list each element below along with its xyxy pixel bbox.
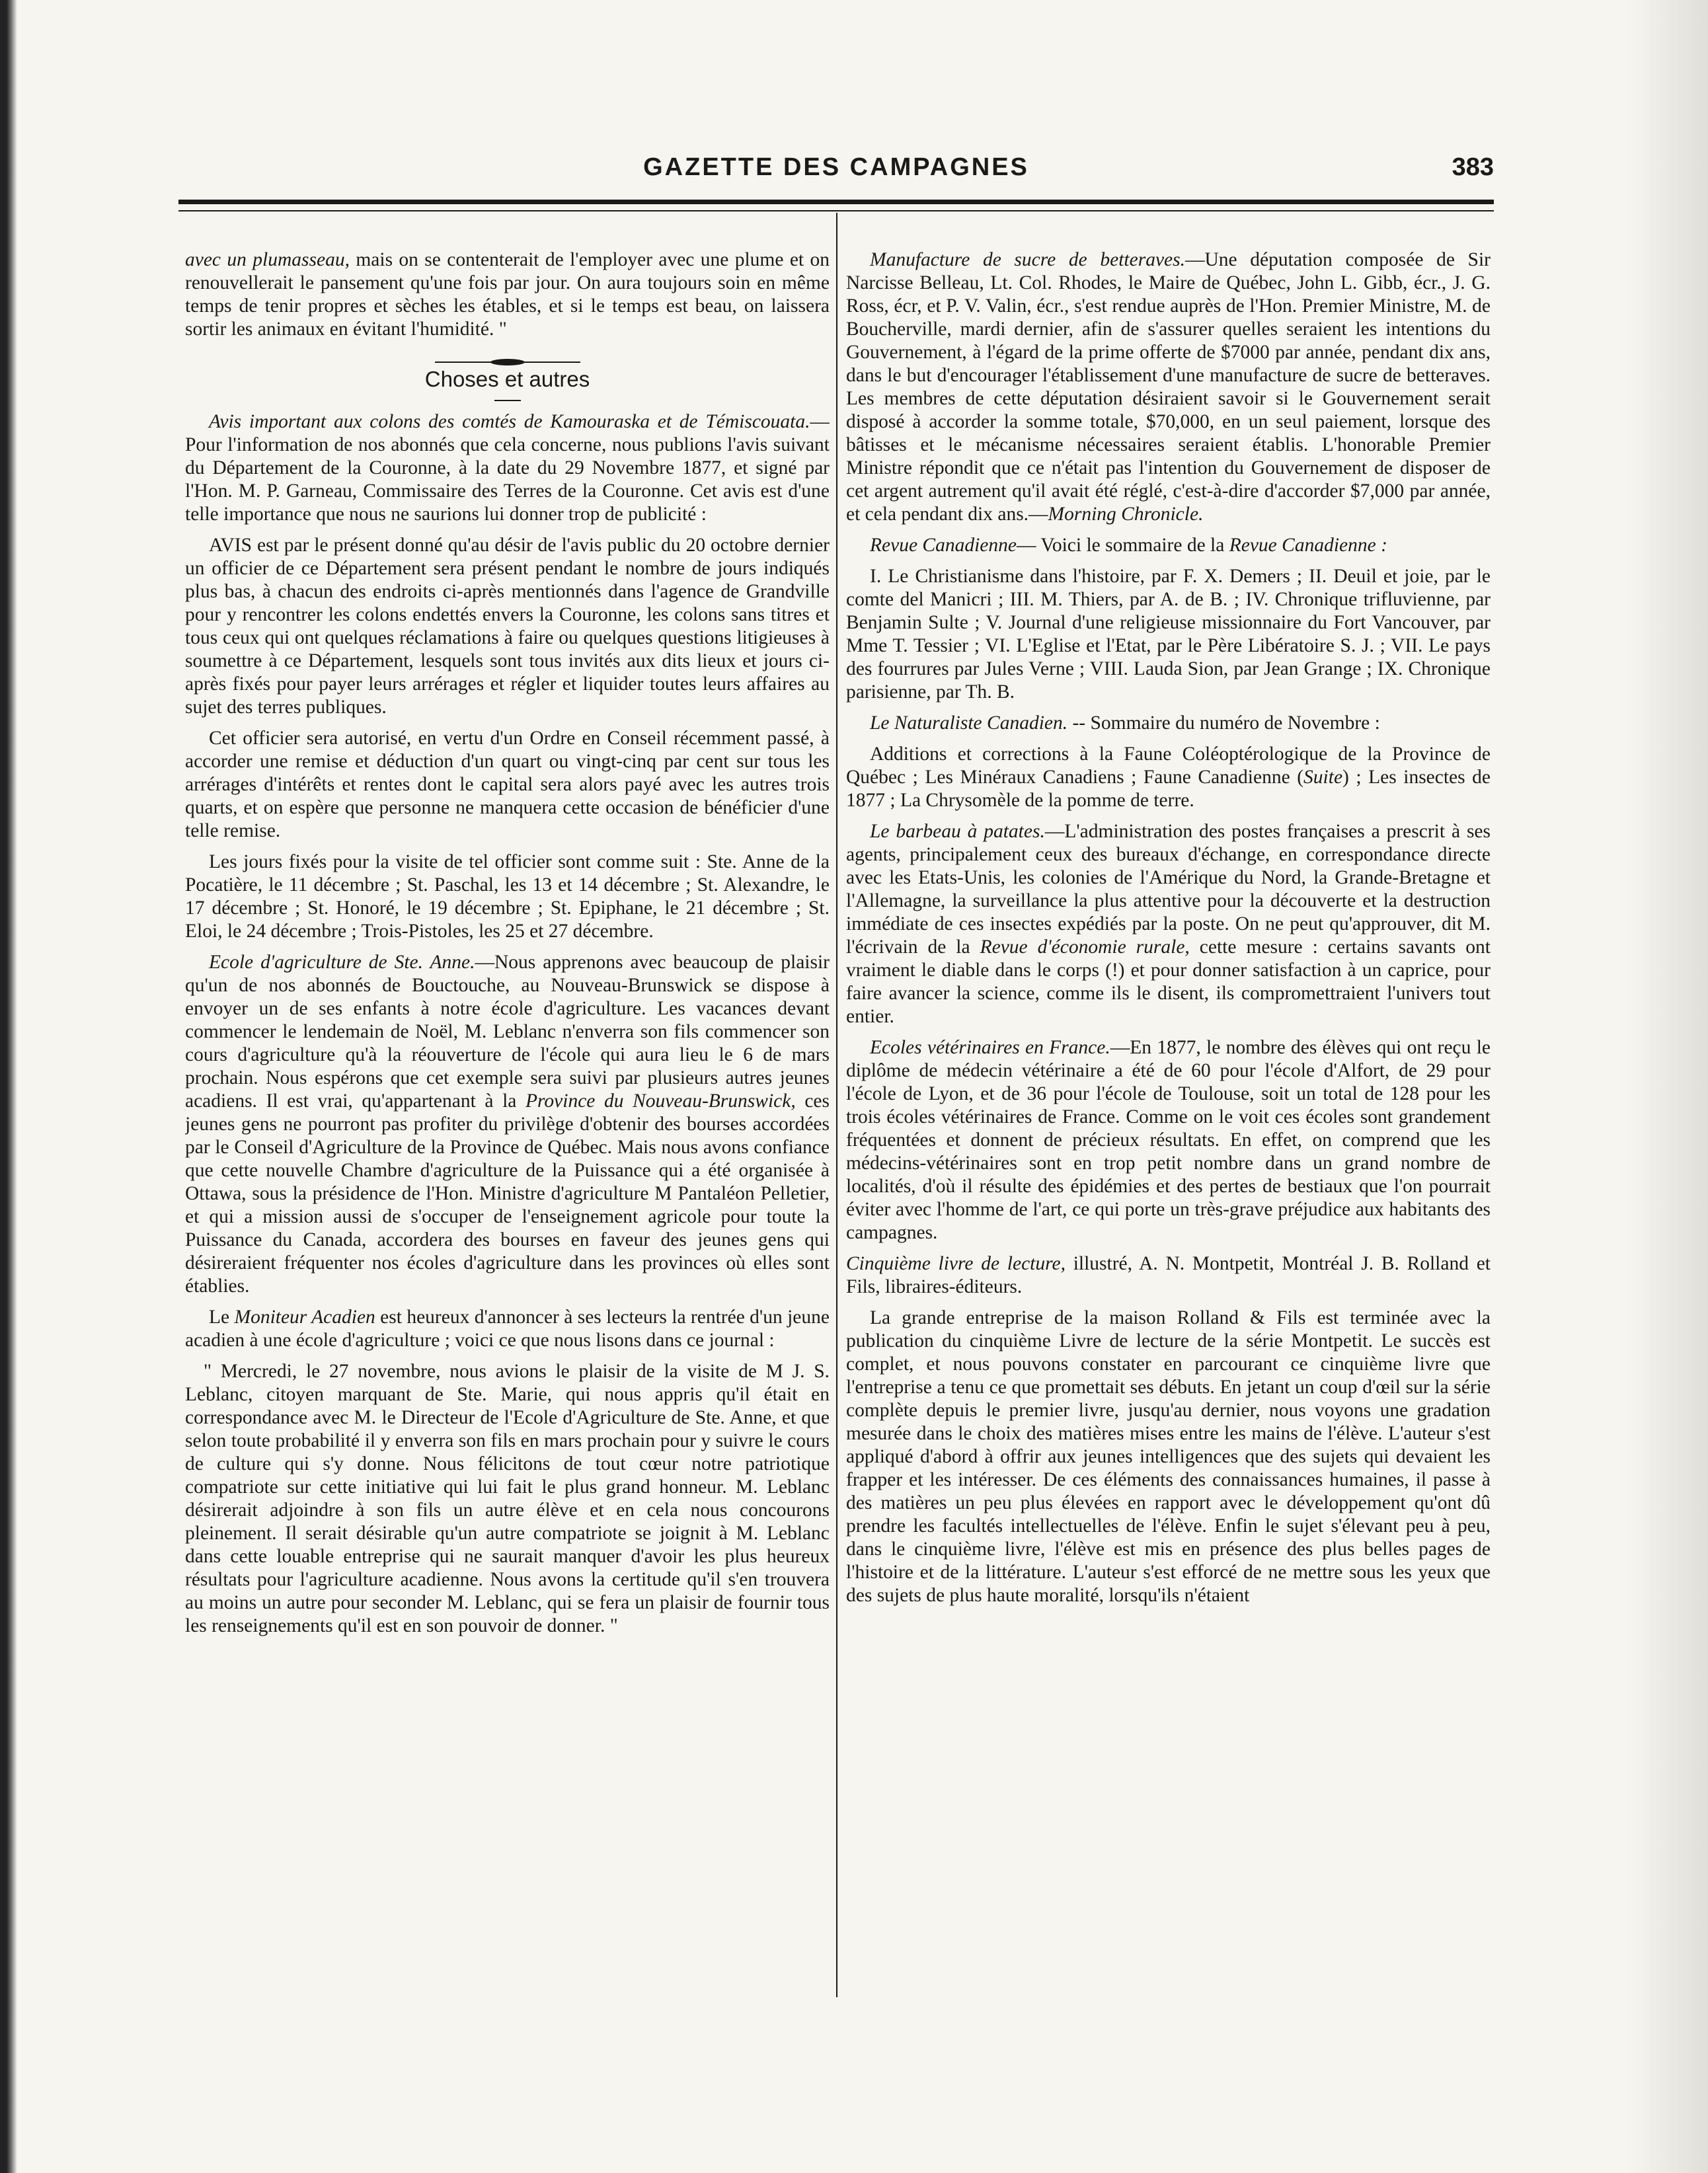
naturaliste-intro (846, 712, 1491, 735)
naturaliste-body-text-2: ) ; Les insectes de 1877 ; La Chrysomèle de la pomme de terre. (846, 767, 1491, 811)
naturaliste-body-text: Additions et corrections à la Faune Coléoptérologique de la Province de Québec ; Les Minéraux Canadiens ; Faune Canadienne ( (846, 743, 1491, 788)
moniteur-text: est heureux d'annoncer à ses lecteurs la rentrée d'un jeune acadien à une école d'agriculture ; voici ce que nous lisons dans ce journal : (185, 1307, 830, 1351)
ecole-text: —Nous apprenons avec beaucoup de plaisir qu'un de nos abonnés de Bouctouche, au Nouveau-Brunswick se dispose à envoyer un de ses enfants à notre école d'agriculture. Les vacances devant commencer le lendemain de Noël, M. Leblanc n'enverra son fils commencer son cours d'agriculture qu'à la réouverture de l'école qui aura lieu le 6 de mars prochain. Nous espérons que cet exemple sera suivi par plusieurs autres jeunes acadiens. Il est vrai, qu'appartenant à la (185, 952, 830, 1112)
ecole-text-2: ces jeunes gens ne pourront pas profiter du privilège d'obtenir des bourses accordées par le Conseil d'Agriculture de la Province de Québec. Mais nous avons confiance que cette nouvelle Chambre d'agriculture de la Puissance qui a été organisée à Ottawa, sous la présidence de l'Hon. Ministre d'agriculture M Pantaléon Pelletier, et qui a mission aussi de s'occuper de l'enseignement agricole pour toute la Puissance du Canada, accordera des bourses en faveur des jeunes gens qui désireraient fréquenter nos écoles d'agriculture dans les provinces où elles sont établies. (185, 1090, 830, 1297)
veterinaires-title: Ecoles vétérinaires en France. (870, 1037, 1110, 1058)
ecole-title: Ecole d'agriculture de Ste. Anne. (209, 952, 475, 973)
avis-title: Avis important aux colons des comtés de Kamouraska et de Témiscouata. (209, 411, 810, 432)
ecole-italic-province: Province du Nouveau-Brunswick, (525, 1090, 796, 1112)
naturaliste-sommaire (846, 743, 1491, 812)
veterinaires-article (846, 1036, 1491, 1244)
moniteur-article (185, 1306, 830, 1352)
header-rule-thin (178, 210, 1494, 211)
avis-intro (185, 410, 830, 526)
revue-intro (846, 534, 1491, 557)
veterinaires-text: —En 1877, le nombre des élèves qui ont reçu le diplôme de médecin vétérinaire a été de 60 pour l'école d'Alfort, de 29 pour l'école de Lyon, et de 36 pour l'école de Toulouse, soit un total de 128 pour les trois écoles vétérinaires de France. Comme on le voit ces écoles sont grandement fréquentées et donnent de précieux résultats. En effet, on comprend que les médecins-vétérinaires sont en trop petit nombre dans un grand nombre de localités, d'où il résulte des épidémies et des pertes de bestiaux que l'on pourrait éviter avec l'homme de l'art, ce qui porte un très-grave préjudice aux habitants des campagnes. (846, 1037, 1491, 1243)
barbeau-title: Le barbeau à patates. (870, 821, 1045, 842)
cinquieme-title: Cinquième livre de lecture, (846, 1253, 1066, 1274)
avis-intro-text: —Pour l'information de nos abonnés que cela concerne, nous publions l'avis suivant du Département de la Couronne, à la date du 29 Novembre 1877, et signé par l'Hon. M. P. Garneau, Commissaire des Terres de la Couronne. Cet avis est d'une telle importance que nous ne saurions lui donner trop de publicité : (185, 411, 830, 525)
intro-paragraph (185, 248, 830, 341)
column-divider (836, 213, 837, 1997)
header-rule-thick (178, 200, 1494, 204)
revue-sommaire: I. Le Christianisme dans l'histoire, par F. X. Demers ; II. Deuil et joie, par le comte del Manicri ; III. M. Thiers, par A. de B. ; IV. Chronique trifluvienne, par Benjamin Sulte ; V. Journal d'une religieuse missionnaire du Fort Vancouver, par Mme T. Tessier ; VI. L'Eglise et l'Etat, par le Père Libératoire S. J. ; VII. Le pays des fourrures par Jules Verne ; VIII. Lauda Sion, par Jean Grange ; IX. Chronique parisienne, par Th. B. (846, 566, 1491, 703)
naturaliste-title: Le Naturaliste Canadien. (870, 712, 1068, 734)
barbeau-text: —L'administration des postes françaises a prescrit à ses agents, principalement ceux des bureaux d'échange, en correspondance directe avec les Etats-Unis, les colonies de l'Amérique du Nord, la Grande-Bretagne et l'Allemagne, la surveillance la plus attentive pour la découverte et la destruction immédiate de ces insectes expédiés par la poste. On ne peut qu'approuver, dit M. l'écrivain de la (846, 821, 1491, 958)
avis-body-1: AVIS est par le présent donné qu'au désir de l'avis public du 20 octobre dernier un officier de ce Département sera présent pendant le nombre de jours indiqués plus bas, à chacun des endroits ci-après mentionnés dans l'agence de Grandville pour y rencontrer les colons endettés envers la Couronne, les colons sans titres et tous ceux qui ont quelques réclamations à faire ou quelques questions litigieuses à soumettre à ce Département, lesquels sont tous invités aux dits lieux et jours ci-après fixés pour payer leurs arrérages et régler et liquider toutes leurs affaires au sujet des terres publiques. (185, 535, 830, 718)
page-header (178, 153, 1494, 193)
page-number: 383 (1452, 153, 1494, 181)
revue-text: — Voici le sommaire de la (1017, 535, 1229, 556)
ecole-article (185, 951, 830, 1298)
barbeau-text-2: cette mesure : certains savants ont vraiment le diable dans le corps (!) et pour donner satisfaction à un caprice, pour faire avancer la science, comme ils le disent, ils compromettraient l'univers tout entier. (846, 936, 1491, 1027)
ornament-rule-icon (435, 357, 580, 367)
avis-body-3: Les jours fixés pour la visite de tel officier sont comme suit : Ste. Anne de la Pocatière, le 11 décembre ; St. Paschal, les 13 et 14 décembre ; St. Alexandre, le 17 décembre ; St. Honoré, le 19 décembre ; St. Epiphane, le 21 décembre ; St. Eloi, le 24 décembre ; Trois-Pistoles, les 25 et 27 décembre. (185, 851, 830, 942)
newspaper-title: GAZETTE DES CAMPAGNES (643, 153, 1029, 181)
section-heading: Choses et autres (424, 367, 590, 391)
revue-title: Revue Canadienne (870, 535, 1017, 556)
heading-rule (494, 400, 521, 401)
scan-edge-right (1629, 0, 1708, 2173)
naturaliste-suite: Suite (1303, 767, 1343, 788)
moniteur-title: Moniteur Acadien (234, 1307, 375, 1328)
moniteur-quote: " Mercredi, le 27 novembre, nous avions le plaisir de la visite de M J. S. Leblanc, citoyen marquant de Ste. Marie, qui nous appris qu'il était en correspondance avec M. le Directeur de l'Ecole d'Agriculture de Ste. Anne, et que selon toute probabilité il y enverra son fils en mars prochain pour y suivre le cours de culture qui s'y donne. Nous félicitons de tout cœur notre patriotique compatriote sur cette initiative qui lui fait le plus grand honneur. M. Leblanc désirerait adjoindre à son fils un autre élève et en cela nous concourons pleinement. Il serait désirable qu'un autre compatriote se joignit à M. Leblanc dans cette louable entreprise qui ne saurait manquer d'avoir les plus heureux résultats pour l'agriculture acadienne. Nous avons la certitude qu'il s'en trouvera au moins un autre pour seconder M. Leblanc, qui se fera un plaisir de fournir tous les renseignements qu'il est en son pouvoir de donner. " (185, 1361, 830, 1636)
naturaliste-text: -- Sommaire du numéro de Novembre : (1068, 712, 1380, 734)
intro-italic: avec un plumasseau, (185, 249, 350, 270)
cinquieme-text: illustré, A. N. Montpetit, Montréal J. B. Rolland et Fils, libraires-éditeurs. (846, 1253, 1491, 1297)
moniteur-pre: Le (209, 1307, 235, 1328)
section-ornament (185, 350, 830, 363)
avis-body-2: Cet officier sera autorisé, en vertu d'un Ordre en Conseil récemment passé, à accorder une remise et déduction d'un quart ou vingt-cinq par cent sur tous les arrérages d'intérêts et rentes dont le capital sera alors payé avec les autres trois quarts, et on espère que personne ne manquera cette occasion de bénéficier d'une telle remise. (185, 728, 830, 841)
left-column (185, 248, 830, 1993)
revue-title-2: Revue Canadienne : (1229, 535, 1387, 556)
cinquieme-heading (846, 1252, 1491, 1299)
sucre-source: Morning Chronicle. (1048, 504, 1204, 525)
scan-edge-left (0, 0, 17, 2173)
barbeau-article (846, 820, 1491, 1028)
sucre-article (846, 248, 1491, 526)
sucre-text: —Une députation composée de Sir Narcisse Belleau, Lt. Col. Rhodes, le Maire de Québec, John L. Gibb, écr., J. G. Ross, écr, et P. V. Valin, écr., s'est rendue auprès de l'Hon. Premier Ministre, M. de Boucherville, mardi dernier, afin de s'assurer quelles seraient les intentions du Gouvernement, à l'égard de la prime offerte de $7000 par année, pendant dix ans, dans le but d'encourager l'établissement d'une manufacture de sucre de betteraves. Les membres de cette députation désiraient savoir si le Gouvernement serait disposé à accorder la somme totale, $70,000, en un seul paiement, lorsque des bâtisses et le mécanisme nécessaires seraient établis. L'honorable Premier Ministre répondit que ce n'était pas l'intention du Gouvernement de disposer de cet argent autrement qu'il avait été réglé, c'est-à-dire d'accorder $7,000 par année, et cela pendant dix ans.— (846, 249, 1491, 525)
right-column (846, 248, 1491, 1993)
intro-text: mais on se contenterait de l'employer avec une plume et on renouvellerait le pansement qu'une fois par jour. On aura toujours soin en même temps de tenir propres et sèches les étables, et si le temps est beau, on laissera sortir les animaux en évitant l'humidité. " (185, 249, 830, 340)
sucre-title: Manufacture de sucre de betteraves. (870, 249, 1185, 270)
cinquieme-body: La grande entreprise de la maison Rolland & Fils est terminée avec la publication du cinquième Livre de lecture de la série Montpetit. Le succès est complet, et nous pouvons constater en parcourant ce cinquième livre que l'entreprise a tenu ce que promettait ses débuts. En jetant un coup d'œil sur la série complète depuis le premier livre, jusqu'au dernier, nous voyons une gradation mesurée dans le choix des matières mises entre les mains de l'élève. L'auteur s'est appliqué d'abord à offrir aux jeunes intelligences que des sujets qui devaient les frapper et les intéresser. De ces éléments des connaissances humaines, il passe à des matières un peu plus élevées en rapport avec le développement qu'ont dû prendre les facultés intellectuelles de l'élève. Enfin le sujet s'élevant peu à peu, dans le cinquième livre, l'élève est mis en présence des plus belles pages de l'histoire et de la littérature. L'auteur s'est efforcé de ne mettre sous les yeux que des sujets de plus haute moralité, lorsqu'ils n'étaient (846, 1307, 1491, 1606)
barbeau-revue: Revue d'économie rurale, (980, 936, 1190, 958)
